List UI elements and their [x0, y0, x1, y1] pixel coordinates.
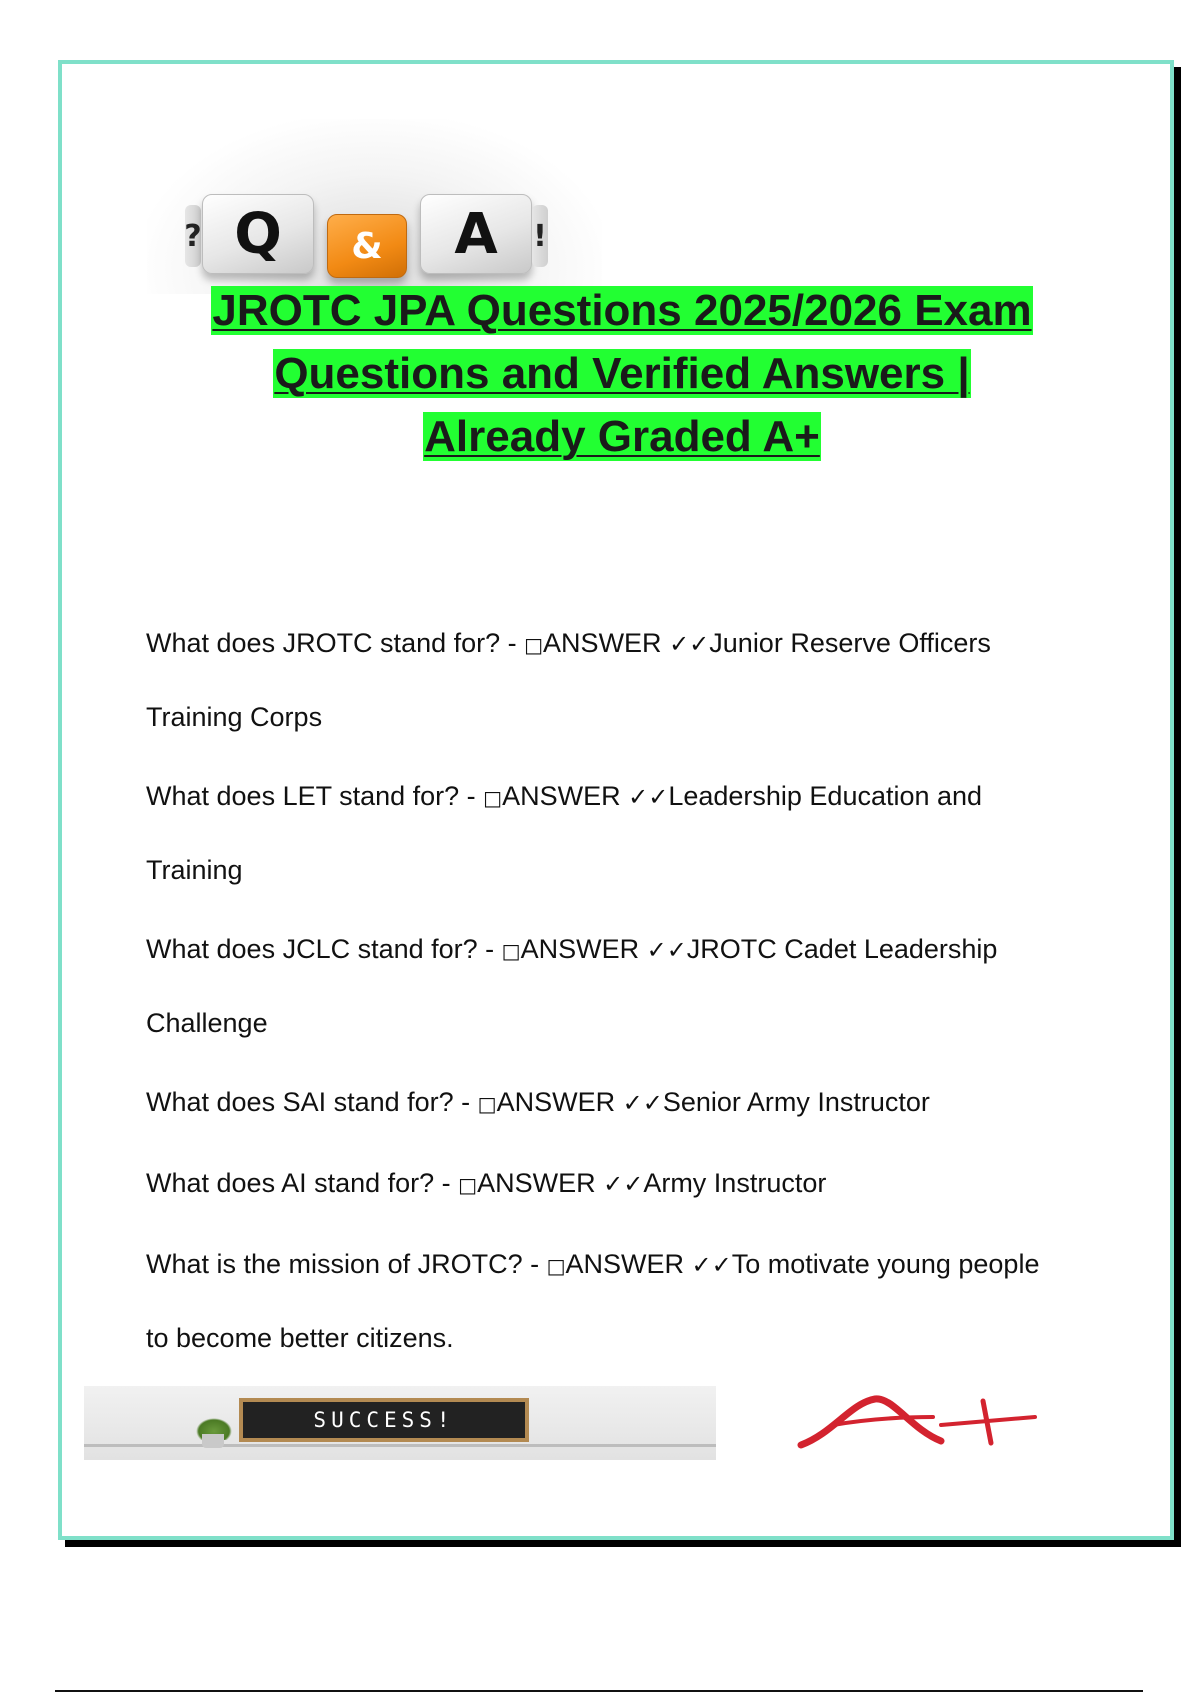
- die-ampersand: &: [327, 214, 407, 278]
- die-side-right: !: [532, 205, 548, 267]
- grade-a-plus-icon: [793, 1393, 1043, 1453]
- success-chalkboard: SUCCESS!: [239, 1398, 529, 1442]
- die-a: A: [420, 194, 532, 274]
- double-check-icon: ✓✓: [603, 1170, 644, 1198]
- answer-text-continued: to become better citizens.: [146, 1323, 454, 1353]
- die-side-left: ?: [185, 205, 201, 267]
- document-page: [58, 60, 1174, 1540]
- die-q: Q: [202, 194, 314, 274]
- answer-text-continued: Training Corps: [146, 702, 323, 732]
- missing-glyph-icon: □: [477, 1092, 497, 1116]
- double-check-icon: ✓✓: [622, 1089, 663, 1117]
- qa-list: [146, 607, 1106, 1381]
- document-title: [122, 279, 1122, 468]
- qa-item: [146, 913, 1106, 1059]
- question-text: What does JCLC stand for? -: [146, 934, 502, 964]
- question-text: What is the mission of JROTC? -: [146, 1249, 547, 1279]
- missing-glyph-icon: □: [501, 939, 521, 963]
- missing-glyph-icon: □: [458, 1173, 478, 1197]
- question-text: What does LET stand for? -: [146, 781, 484, 811]
- answer-text: Junior Reserve Officers: [709, 628, 991, 658]
- plant-pot: [202, 1434, 224, 1448]
- qa-item: [146, 760, 1106, 906]
- double-check-icon: ✓✓: [669, 630, 710, 658]
- question-text: What does JROTC stand for? -: [146, 628, 525, 658]
- answer-text: Army Instructor: [643, 1168, 827, 1198]
- qa-item: [146, 607, 1106, 753]
- missing-glyph-icon: □: [483, 786, 503, 810]
- qa-item: [146, 1147, 1106, 1221]
- answer-label: ANSWER: [520, 934, 647, 964]
- qa-dice-logo: [147, 119, 602, 294]
- shelf: [84, 1444, 716, 1447]
- answer-text: JROTC Cadet Leadership: [686, 934, 998, 964]
- qa-item: [146, 1066, 1106, 1140]
- answer-label: ANSWER: [565, 1249, 692, 1279]
- success-banner-image: [84, 1386, 716, 1460]
- missing-glyph-icon: □: [546, 1254, 566, 1278]
- answer-text-continued: Challenge: [146, 1008, 268, 1038]
- missing-glyph-icon: □: [524, 633, 544, 657]
- answer-label: ANSWER: [477, 1168, 604, 1198]
- bottom-rule: [55, 1690, 1143, 1692]
- answer-text-continued: Training: [146, 855, 243, 885]
- title-line-3: Already Graded A+: [424, 412, 820, 461]
- answer-text: To motivate young people: [731, 1249, 1040, 1279]
- question-text: What does AI stand for? -: [146, 1168, 459, 1198]
- title-line-2: Questions and Verified Answers |: [274, 349, 970, 398]
- answer-label: ANSWER: [502, 781, 629, 811]
- title-line-1: JROTC JPA Questions 2025/2026 Exam: [212, 286, 1032, 335]
- double-check-icon: ✓✓: [691, 1251, 732, 1279]
- answer-label: ANSWER: [496, 1087, 623, 1117]
- question-text: What does SAI stand for? -: [146, 1087, 478, 1117]
- answer-text: Leadership Education and: [668, 781, 983, 811]
- answer-text: Senior Army Instructor: [662, 1087, 930, 1117]
- qa-item: [146, 1228, 1106, 1374]
- double-check-icon: ✓✓: [628, 783, 669, 811]
- answer-label: ANSWER: [543, 628, 670, 658]
- double-check-icon: ✓✓: [646, 936, 687, 964]
